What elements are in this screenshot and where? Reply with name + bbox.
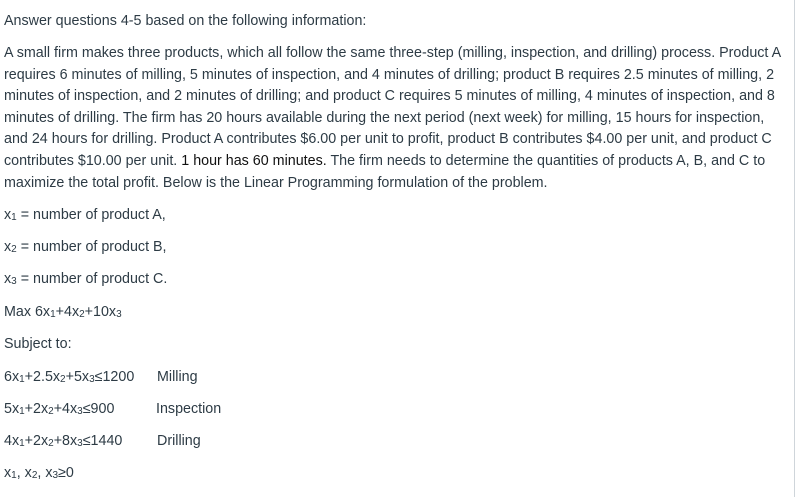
subject-to-label: Subject to: bbox=[4, 336, 72, 352]
non-negativity-constraint: $x_1$, $x_2$, $x_3\ge 0$ bbox=[4, 465, 74, 481]
variable-definition-2: $x_2$ = number of product B, bbox=[4, 239, 167, 255]
paragraph-text-before: A small firm makes three products, which all follow the same three-step (milling, inspection, and drilling) process. Product A requires 6 minutes of milling, 5 minutes of inspection, and 4 minutes of drilling; product B requires 2.5 minutes of milling, 2 minutes of inspection, and 2 minutes of drilling; and product C requires 5 minutes of milling, 4 minutes of inspection, and 8 minutes of drilling. The firm has 20 hours available during the next period (next week) for milling, 15 hours for inspection, and 24 hours for drilling. Product A contributes $6.00 per unit to profit, product B contributes $4.00 per unit, and product C contributes $10.00 per unit. bbox=[4, 45, 781, 169]
constraint-expression: $4x_1+2x_2+8x_3\le 1440$ bbox=[4, 433, 123, 449]
constraint-label-milling: Milling bbox=[157, 369, 198, 385]
constraint-milling bbox=[4, 367, 134, 389]
problem-paragraph bbox=[4, 43, 786, 194]
constraint-expression: $5x_1+2x_2+4x_3\le 900$ bbox=[4, 401, 115, 417]
constraint-label-inspection: Inspection bbox=[156, 401, 222, 417]
constraint-inspection bbox=[4, 399, 114, 421]
paragraph-emphasis: 1 hour has 60 minutes. bbox=[181, 152, 327, 169]
variable-definition-1: $x_1$ = number of product A, bbox=[4, 207, 166, 223]
constraint-drilling bbox=[4, 431, 122, 453]
variable-definition-3: $x_3$ = number of product C. bbox=[4, 271, 168, 287]
intro-text: Answer questions 4-5 based on the following information: bbox=[4, 13, 367, 29]
paragraph-text-after: The firm needs to determine the quantities of products A, B, and C to maximize the total profit. Below is the Linear Programming formulation of the problem. bbox=[4, 152, 766, 191]
constraint-label-drilling: Drilling bbox=[157, 433, 201, 449]
objective-function: Max $6x_1+4x_2+10x_3$ bbox=[4, 304, 122, 320]
constraint-expression: $6x_1+2.5x_2+5x_3\le 1200$ bbox=[4, 369, 135, 385]
